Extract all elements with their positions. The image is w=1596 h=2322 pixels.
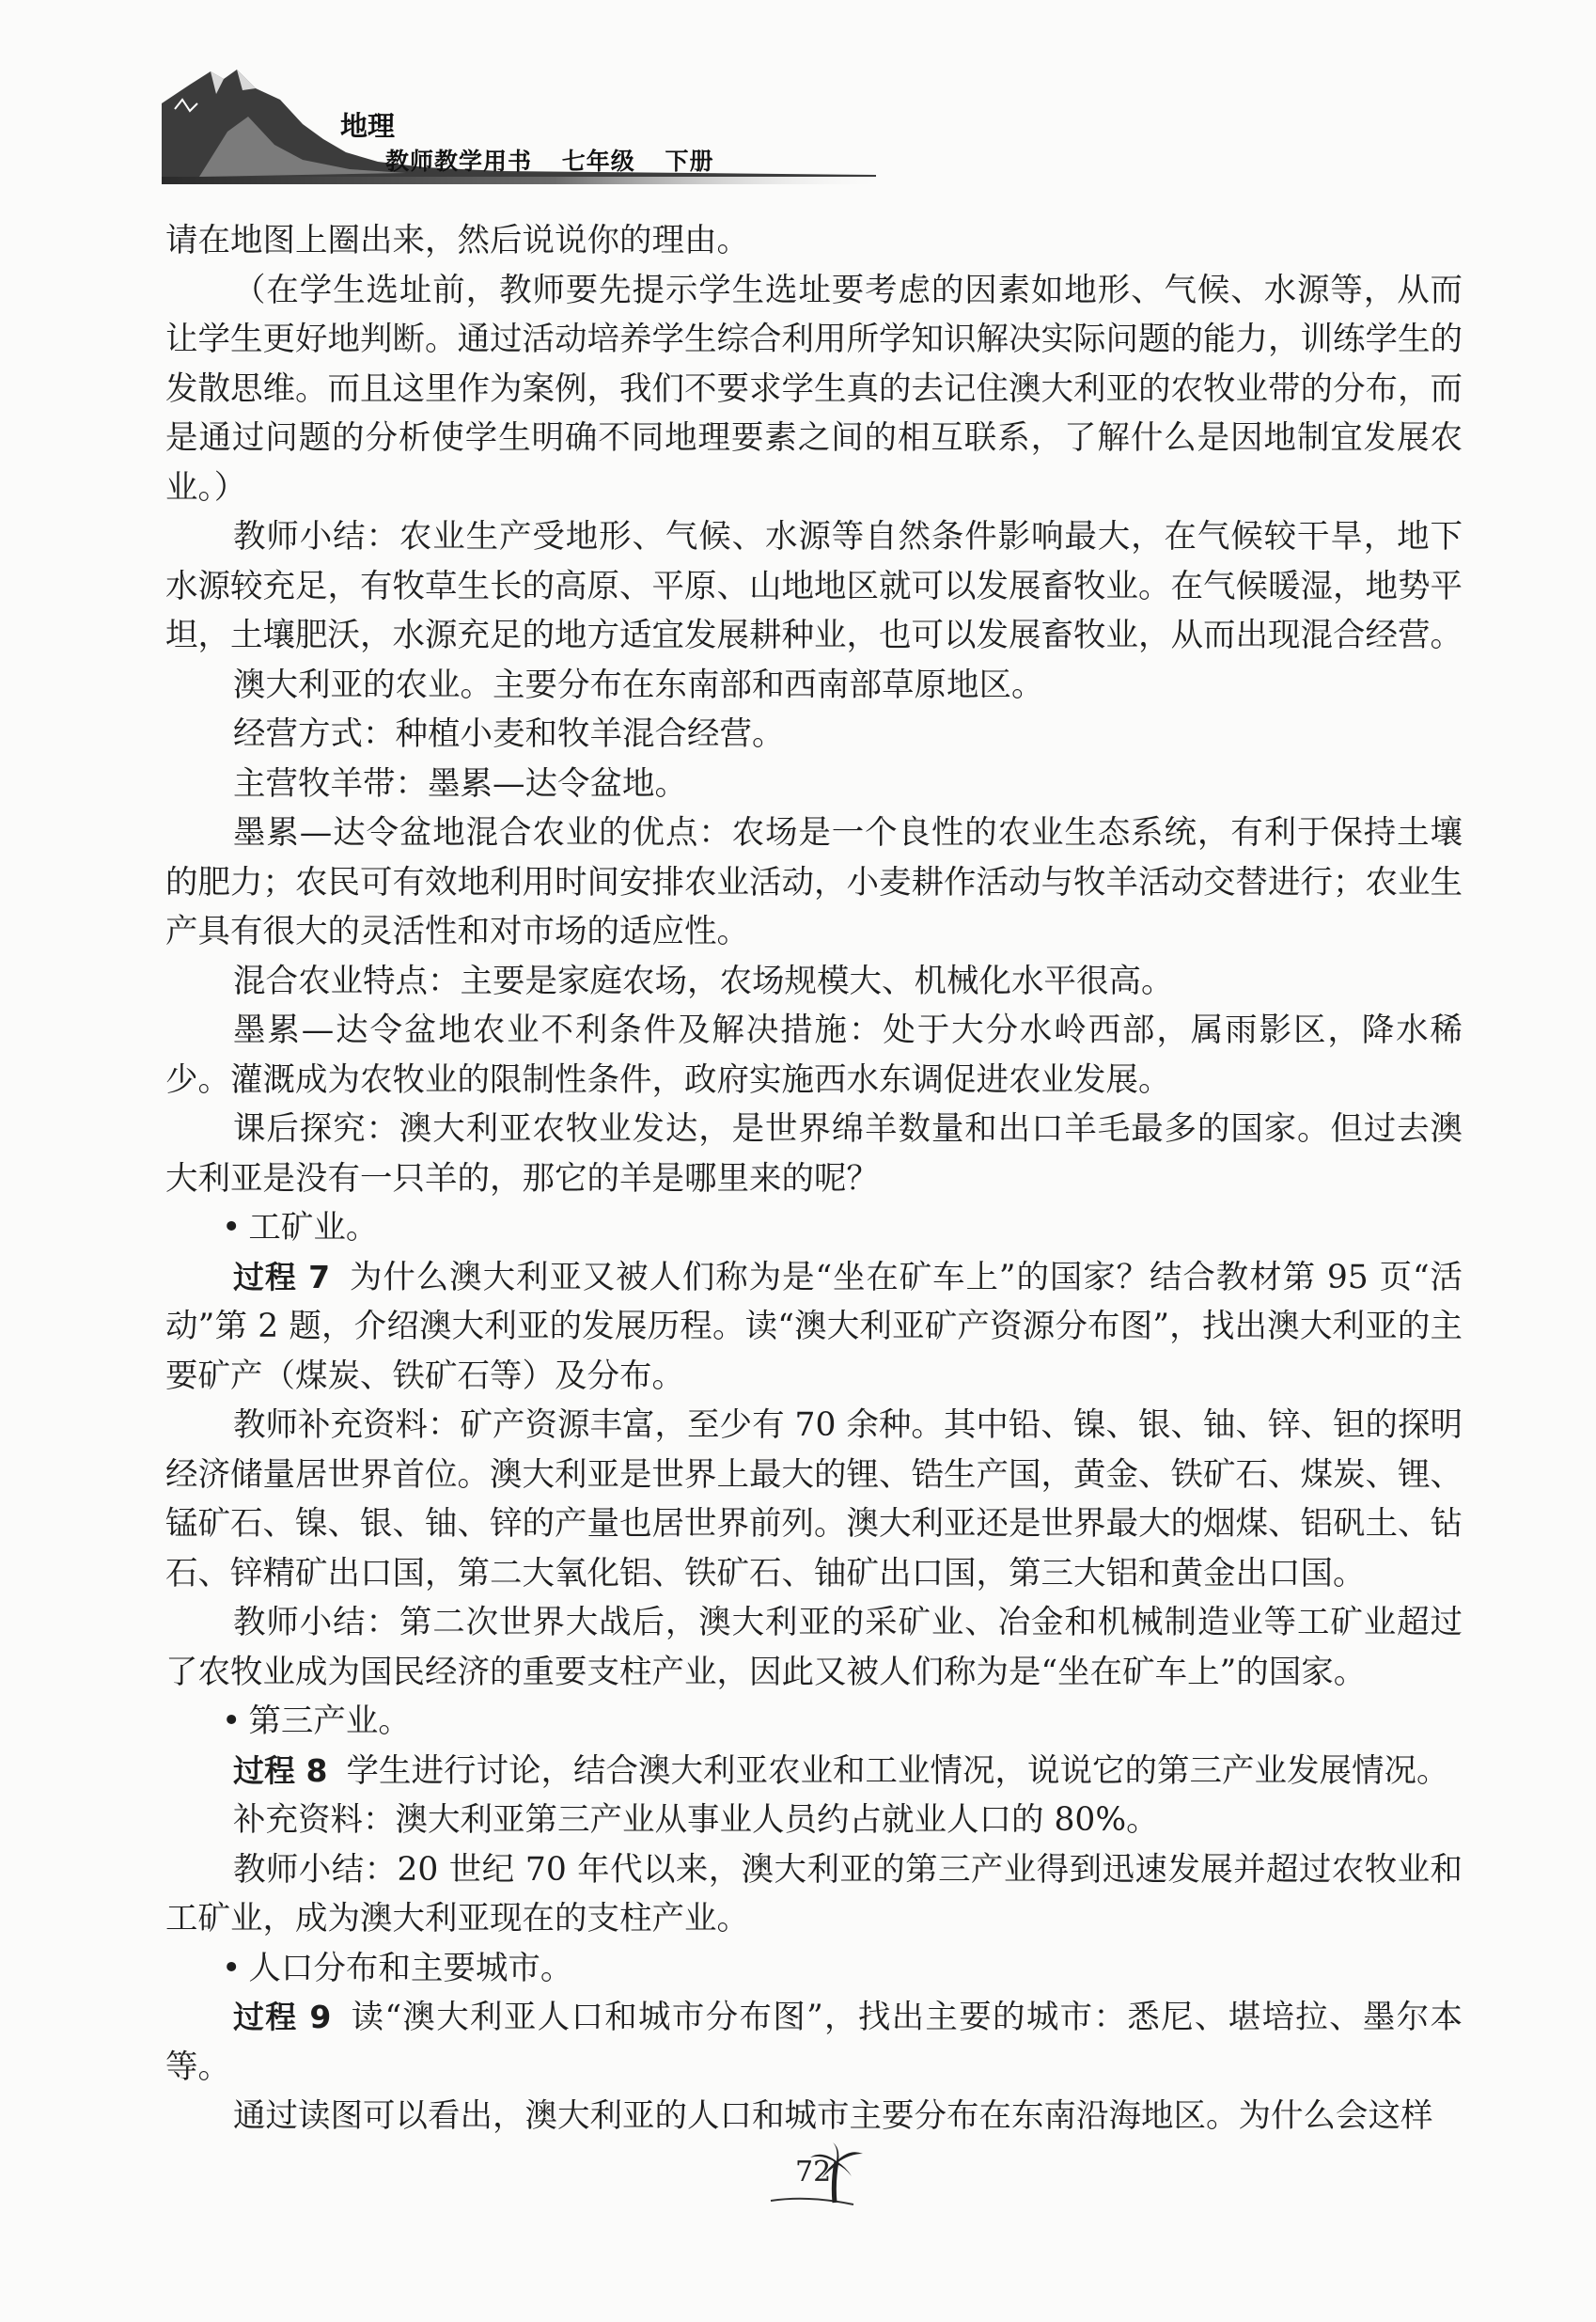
header-subject: 地理 [340, 110, 396, 142]
header-book-info [385, 143, 734, 177]
bullet-marker: • [222, 1209, 242, 1247]
page-body [165, 216, 1463, 2142]
paragraph: 墨累—达令盆地农业不利条件及解决措施：处于大分水岭西部，属雨影区，降水稀少。灌溉成为农牧业的限制性条件，政府实施西水东调促进农业发展。 [165, 1012, 1463, 1099]
header-book-title: 教师教学用书 [385, 148, 533, 175]
step-label: 过程 8 [233, 1751, 328, 1789]
paragraph: 墨累—达令盆地混合农业的优点：农场是一个良性的农业生态系统，有利于保持土壤的肥力；农民可有效地利用时间安排农业活动，小麦耕作活动与牧羊活动交替进行；农业生产具有很大的灵活性和对市场的适应性。 [165, 814, 1463, 950]
section-bullet-population: • 人口分布和主要城市。 [165, 1944, 1463, 1994]
section-bullet-tertiary: • 第三产业。 [165, 1697, 1463, 1747]
paragraph: 教师小结：农业生产受地形、气候、水源等自然条件影响最大，在气候较干旱，地下水源较充足，有牧草生长的高原、平原、山地地区就可以发展畜牧业。在气候暖湿，地势平坦，土壤肥沃，水源充足的地方适宜发展耕种业，也可以发展畜牧业，从而出现混合经营。 [165, 518, 1463, 654]
process-step-9: 过程 9 读“澳大利亚人口和城市分布图”，找出主要的城市：悉尼、堪培拉、墨尔本等。 [165, 1999, 1463, 2086]
paragraph: 通过读图可以看出，澳大利亚的人口和城市主要分布在东南沿海地区。为什么会这样 [233, 2097, 1433, 2135]
section-bullet-mining: • 工矿业。 [165, 1203, 1463, 1253]
page-number: 72 [795, 2156, 832, 2189]
bullet-marker: • [222, 1702, 242, 1740]
paragraph: 教师补充资料：矿产资源丰富，至少有 70 余种。其中铅、镍、银、铀、锌、钽的探明经济储量居世界首位。澳大利亚是世界上最大的锂、锆生产国，黄金、铁矿石、煤炭、锂、锰矿石、镍、银、铀、锌的产量也居世界前列。澳大利亚还是世界最大的烟煤、铝矾土、钻石、锌精矿出口国，第二大氧化铝、铁矿石、铀矿出口国，第三大铝和黄金出口国。 [165, 1406, 1463, 1592]
header-grade: 七年级 [561, 148, 635, 175]
paragraph: （在学生选址前，教师要先提示学生选址要考虑的因素如地形、气候、水源等，从而让学生更好地判断。通过活动培养学生综合利用所学知识解决实际问题的能力，训练学生的发散思维。而且这里作为案例，我们不要求学生真的去记住澳大利亚的农牧业带的分布，而是通过问题的分析使学生明确不同地理要素之间的相互联系，了解什么是因地制宜发展农业。） [165, 271, 1463, 507]
paragraph: 补充资料：澳大利亚第三产业从事业人员约占就业人口的 80%。 [233, 1801, 1159, 1839]
mountain-landscape-icon [162, 66, 876, 197]
paragraph: 经营方式：种植小麦和牧羊混合经营。 [233, 715, 785, 753]
page-header [162, 66, 876, 197]
step-label: 过程 7 [233, 1258, 331, 1295]
bullet-marker: • [222, 1949, 242, 1987]
process-step-8: 过程 8 学生进行讨论，结合澳大利亚农业和工业情况，说说它的第三产业发展情况。 [233, 1751, 1449, 1790]
paragraph: 混合农业特点：主要是家庭农场，农场规模大、机械化水平很高。 [233, 962, 1174, 1000]
paragraph: 教师小结：第二次世界大战后，澳大利亚的采矿业、冶金和机械制造业等工矿业超过了农牧业成为国民经济的重要支柱产业，因此又被人们称为是“坐在矿车上”的国家。 [165, 1604, 1463, 1691]
step-label: 过程 9 [233, 1999, 332, 2035]
paragraph: 主营牧羊带：墨累—达令盆地。 [233, 764, 687, 803]
paragraph: 教师小结：20 世纪 70 年代以来，澳大利亚的第三产业得到迅速发展并超过农牧业和工矿业，成为澳大利亚现在的支柱产业。 [165, 1850, 1463, 1938]
paragraph: 澳大利亚的农业。主要分布在东南部和西南部草原地区。 [233, 666, 1044, 704]
header-volume: 下册 [665, 148, 714, 175]
process-step-7: 过程 7 为什么澳大利亚又被人们称为是“坐在矿车上”的国家？结合教材第 95 页“活动”第 2 题，介绍澳大利亚的发展历程。读“澳大利亚矿产资源分布图”，找出澳大利亚的主要矿产（煤炭、铁矿石等）及分布。 [165, 1258, 1463, 1395]
page-footer [752, 2139, 874, 2223]
paragraph: 课后探究：澳大利亚农牧业发达，是世界绵羊数量和出口羊毛最多的国家。但过去澳大利亚是没有一只羊的，那它的羊是哪里来的呢？ [165, 1110, 1463, 1198]
paragraph: 请在地图上圈出来，然后说说你的理由。 [165, 222, 749, 259]
